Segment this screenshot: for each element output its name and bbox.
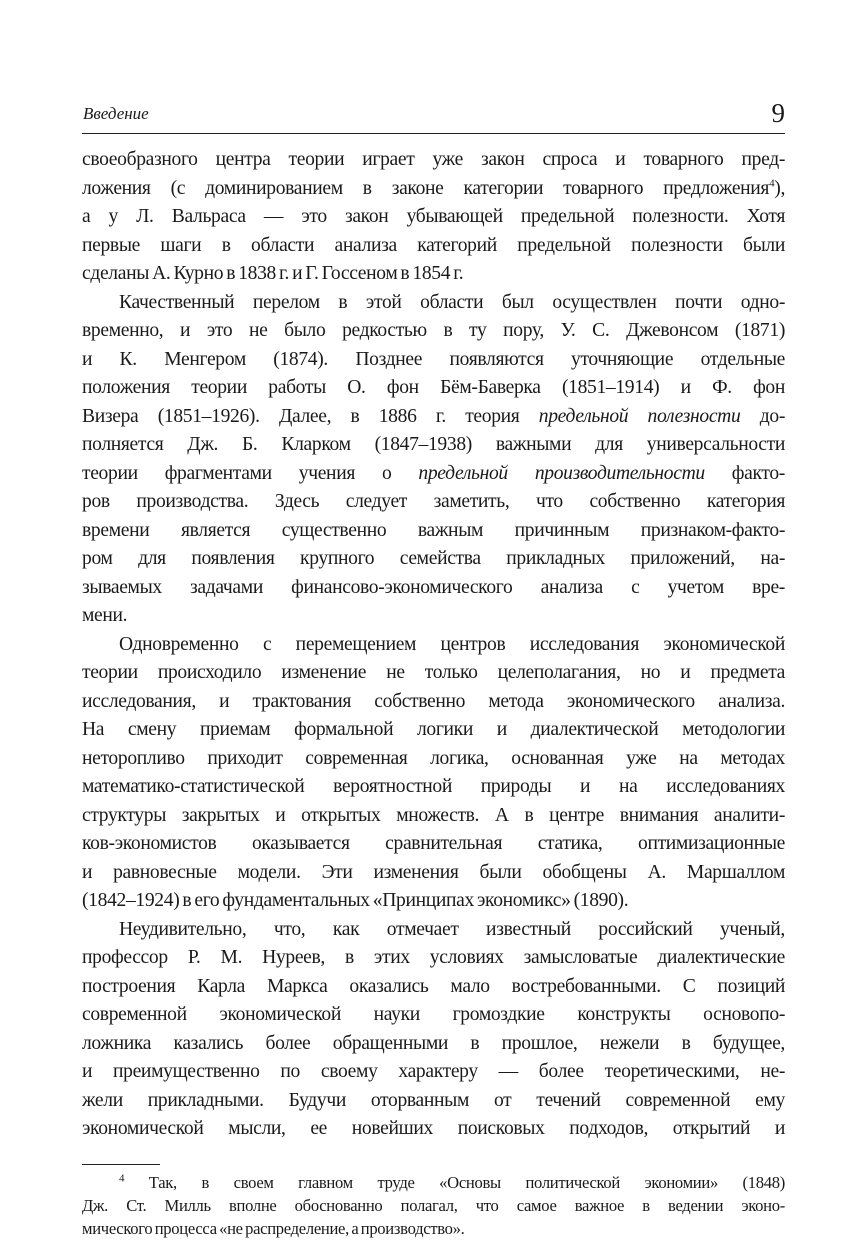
text-line <box>82 289 785 318</box>
text-line <box>82 460 785 489</box>
text-line <box>82 973 785 1002</box>
header-rule <box>82 133 785 134</box>
text-line <box>82 1217 785 1240</box>
text-run: мического процесса «не распределение, а производство». <box>82 1218 465 1238</box>
text-line <box>82 403 785 432</box>
text-line <box>82 1058 785 1087</box>
text-run: жели прикладными. Будучи оторванным от течений современной ему <box>82 1089 785 1111</box>
text-run: теории происходило изменение не только целеполагания, но и предмета <box>82 662 785 683</box>
text-run: факто- <box>704 462 785 484</box>
text-run: мени. <box>82 605 128 626</box>
text-run: ров производства. Здесь следует заметить, что собственно категория <box>82 491 785 512</box>
text-line <box>82 346 785 375</box>
text-run: математико-статистической вероятностной природы и на исследованиях <box>82 776 785 797</box>
text-line <box>82 1115 785 1144</box>
text-line <box>82 175 785 204</box>
footnote <box>82 1171 785 1240</box>
text-line <box>82 602 785 631</box>
text-line <box>82 745 785 774</box>
text-run: первые шаги в области анализа категорий предельной полезности были <box>82 234 785 256</box>
text-run: ), <box>774 177 785 199</box>
text-line <box>82 545 785 574</box>
text-run: неторопливо приходит современная логика, основанная уже на методах <box>82 747 785 769</box>
text-run: экономической мысли, ее новейших поисковых подходов, открытий и <box>82 1118 785 1139</box>
text-run: Одновременно с перемещением центров исследования экономической <box>119 633 785 655</box>
text-line <box>82 232 785 261</box>
text-run: Дж. Ст. Милль вполне обоснованно полагал, что самое важное в ведении эконо- <box>82 1195 785 1215</box>
text-line <box>82 488 785 517</box>
text-run: положения теории работы О. фон Бём-Баверка (1851–1914) и Ф. фон <box>82 377 785 398</box>
italic-term: предельной производительности <box>418 462 705 484</box>
text-run: (1842–1924) в его фундаментальных «Принципах экономикс» (1890). <box>82 890 629 911</box>
text-run: ложника казались более обращенными в прошлое, нежели в будущее, <box>82 1032 785 1054</box>
text-line <box>82 830 785 859</box>
text-line <box>82 517 785 546</box>
text-run: исследования, и трактования собственно метода экономического анализа. <box>82 690 785 712</box>
text-run: ложения (с доминированием в законе категории товарного предложения <box>82 177 770 199</box>
text-line <box>82 431 785 460</box>
text-line <box>82 773 785 802</box>
text-line <box>82 146 785 175</box>
paragraph <box>82 631 785 916</box>
text-line <box>82 260 785 289</box>
text-run: профессор Р. М. Нуреев, в этих условиях замысловатые диалектические <box>82 947 785 968</box>
text-line <box>82 317 785 346</box>
footnote-rule <box>82 1164 160 1165</box>
footnote-marker: 4 <box>769 176 775 189</box>
text-run: Качественный перелом в этой области был осуществлен почти одно- <box>119 291 785 313</box>
text-run: построения Карла Маркса оказались мало востребованными. С позиций <box>82 975 785 997</box>
text-line <box>82 659 785 688</box>
text-line <box>82 1087 785 1116</box>
body-text <box>82 146 785 1144</box>
text-run: ков-экономистов оказывается сравнительная статика, оптимизационные <box>82 833 785 854</box>
text-run: современной экономической науки громоздкие конструкты основопо- <box>82 1004 785 1025</box>
paragraph <box>82 146 785 289</box>
text-run: временно, и это не было редкостью в ту пору, У. С. Джевонсом (1871) <box>82 320 785 341</box>
section-title: Введение <box>83 104 149 123</box>
text-line <box>82 859 785 888</box>
italic-term: предельной полезности <box>538 405 741 427</box>
text-line <box>82 802 785 831</box>
text-run: своеобразного центра теории играет уже закон спроса и товарного пред- <box>82 149 785 170</box>
text-run: и преимущественно по своему характеру — более теоретическими, не- <box>82 1061 785 1082</box>
paragraph <box>82 289 785 631</box>
paragraph <box>82 916 785 1144</box>
text-run: Визера (1851–1926). Далее, в 1886 г. теория <box>82 405 539 427</box>
footnote-marker: 4 <box>119 1171 125 1184</box>
text-line <box>82 688 785 717</box>
text-run: Неудивительно, что, как отмечает известный российский ученый, <box>119 918 785 940</box>
text-line <box>82 887 785 916</box>
page-number: 9 <box>771 98 785 128</box>
text-run: времени является существенно важным причинным признаком-факто- <box>82 519 785 541</box>
text-line <box>82 631 785 660</box>
text-run: ром для появления крупного семейства прикладных приложений, на- <box>82 548 785 569</box>
text-line <box>82 1194 785 1217</box>
text-run: зываемых задачами финансово-экономического анализа с учетом вре- <box>82 576 785 598</box>
text-line <box>82 1171 785 1194</box>
text-line <box>82 944 785 973</box>
text-run: Так, в своем главном труде «Основы политической экономии» (1848) <box>124 1172 785 1192</box>
text-run: структуры закрытых и открытых множеств. А в центре внимания аналити- <box>82 804 785 826</box>
text-line <box>82 1001 785 1030</box>
text-line <box>82 574 785 603</box>
text-line <box>82 203 785 232</box>
text-line <box>82 1030 785 1059</box>
text-run: На смену приемам формальной логики и диалектической методологии <box>82 719 785 740</box>
text-line <box>82 916 785 945</box>
text-line <box>82 716 785 745</box>
text-run: и равновесные модели. Эти изменения были обобщены А. Маршаллом <box>82 861 785 883</box>
text-line <box>82 374 785 403</box>
running-header <box>0 0 857 146</box>
text-run: сделаны А. Курно в 1838 г. и Г. Госсеном в 1854 г. <box>82 263 464 284</box>
text-run: теории фрагментами учения о <box>82 462 419 484</box>
text-run: до- <box>740 405 786 427</box>
text-run: а у Л. Вальраса — это закон убывающей предельной полезности. Хотя <box>82 206 785 227</box>
text-run: полняется Дж. Б. Кларком (1847–1938) важными для универсальности <box>82 434 785 455</box>
text-run: и К. Менгером (1874). Позднее появляются уточняющие отдельные <box>82 348 785 370</box>
